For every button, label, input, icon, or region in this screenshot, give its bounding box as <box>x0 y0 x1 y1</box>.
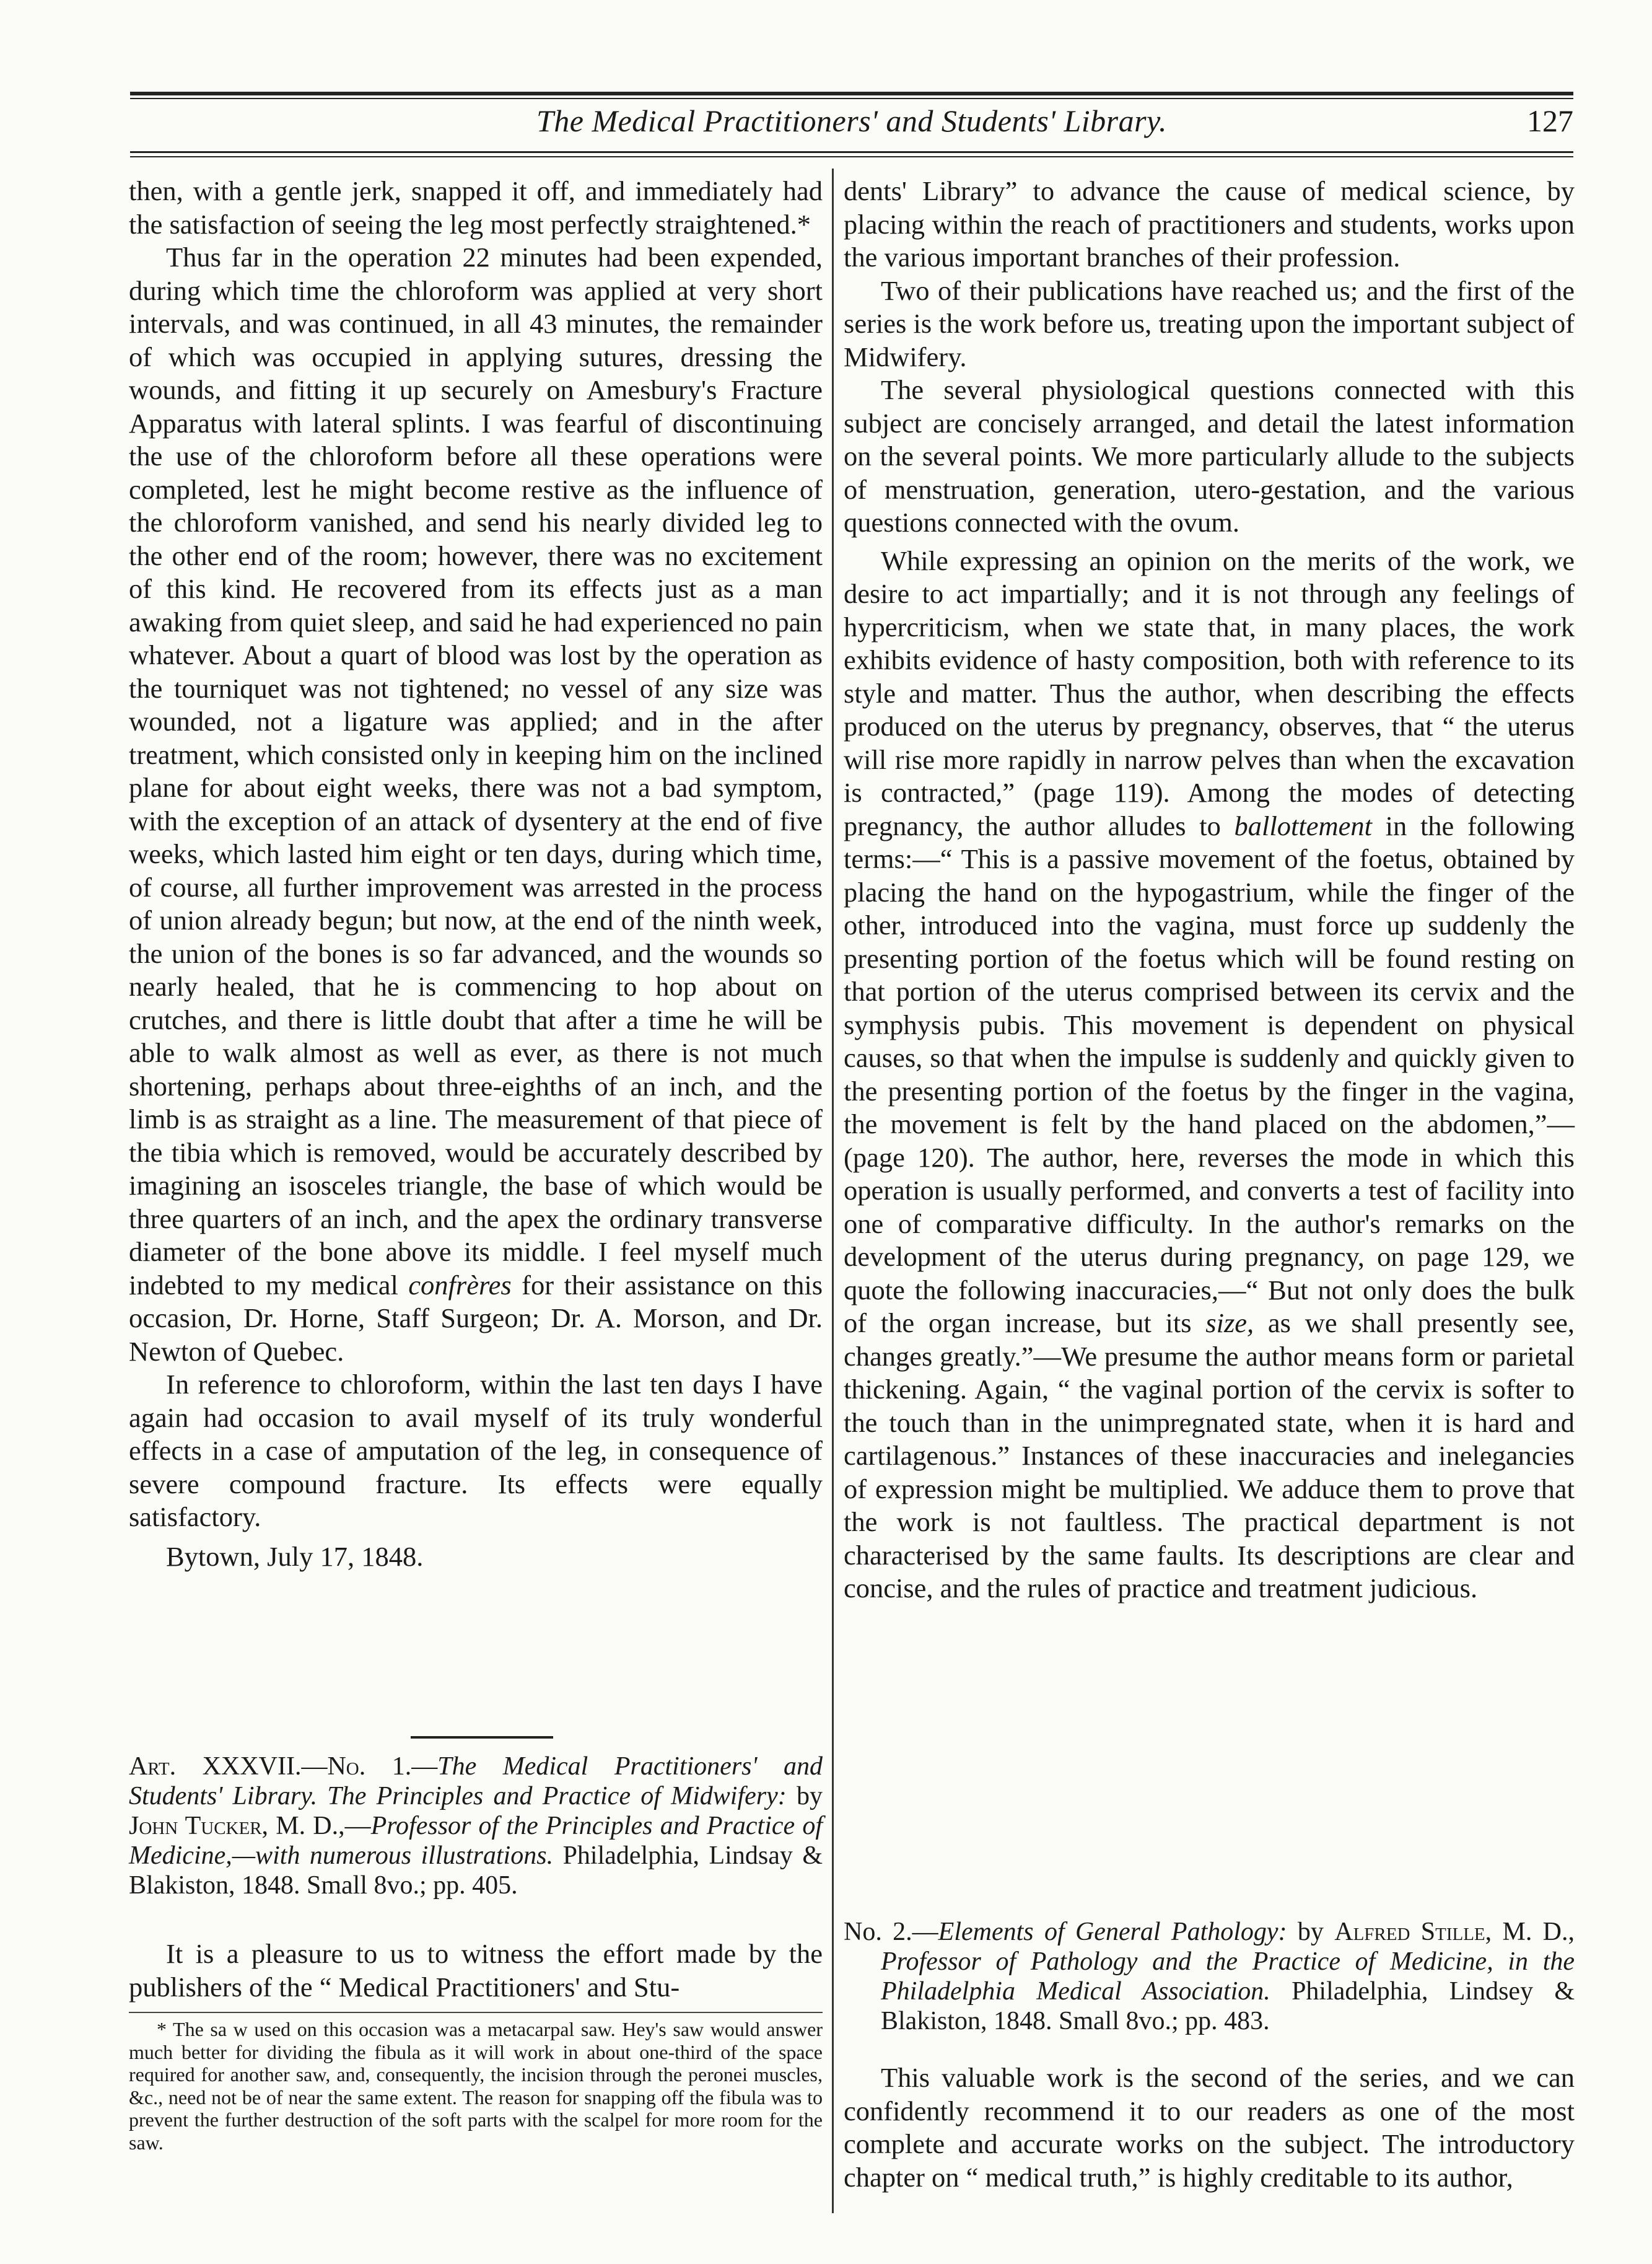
footnote-rule <box>129 2012 823 2013</box>
right-paragraph-4b: in the following terms:—“ This is a passive movement of the foetus, obtained by placing the hand on the hypogastrium, while the finger of the other, introduced into the vagina, must force up suddenly the presenting portion of the foetus which will be found resting on that portion of the uterus comprised between its cervix and the symphysis pubis. This movement is dependent on physical causes, so that when the impulse is suddenly and quickly given to the presenting portion of the foetus by the finger in the vagina, the movement is felt by the hand placed on the abdomen,”—(page 120). The author, here, reverses the mode in which this operation is usually performed, and converts a test of facility into one of comparative difficulty. In the author's remarks on the development of the uterus during pregnancy, on page 129, we quote the following inaccuracies,—“ But not only does the bulk of the organ increase, but its <box>844 810 1575 1338</box>
article-degree: , M. D.,— <box>261 1812 371 1840</box>
article-publisher: Philadelphia, Lindsay & Blakiston, 1848. Small 8vo.; pp. 405. <box>129 1841 823 1900</box>
article-author: John Tucker <box>129 1812 262 1840</box>
right-paragraph-2: Two of their publications have reached us; and the first of the series is the work before us, treating upon the important subject of Midwifery. <box>844 274 1575 372</box>
article-by: by <box>797 1782 823 1810</box>
right-paragraph-4 <box>844 545 1575 1605</box>
no2-degree: , M. D., <box>1485 1918 1575 1946</box>
footnote <box>129 2018 823 2154</box>
header-top-rule <box>130 92 1573 95</box>
left-column <box>129 175 823 2232</box>
no2-author: Alfred Stille <box>1334 1918 1485 1946</box>
running-title: The Medical Practitioners' and Students' Library. <box>536 103 1168 138</box>
header-bottom-rule-thin <box>130 156 1573 157</box>
date-signature: Bytown, July 17, 1848. <box>166 1540 424 1572</box>
left-paragraph-4: It is a pleasure to us to witness the effort made by the publishers of the “ Medical Practitioners' and Stu- <box>129 1938 823 2003</box>
right-paragraph-1: dents' Library” to advance the cause of medical science, by placing within the reach of practitioners and students, works upon the various important branches of their profession. <box>844 175 1575 273</box>
left-paragraph-2-end: for their assistance on this occasion, Dr. Horne, Staff Surgeon; Dr. A. Morson, and Dr. Newton of Quebec. <box>129 1269 823 1367</box>
article-heading <box>129 1752 823 1900</box>
italic-confreres: confrères <box>408 1269 512 1301</box>
article-label: Art. XXXVII.—No. 1.— <box>129 1752 438 1781</box>
page-number: 127 <box>1527 103 1573 138</box>
no2-title: Elements of General Pathology: <box>938 1918 1287 1946</box>
right-paragraph-5: This valuable work is the second of the series, and we can confidently recommend it to our readers as one of the most complete and accurate works on the subject. The introductory chapter on “ medical truth,” is highly creditable to its author, <box>844 2062 1575 2193</box>
no2-label: No. 2.— <box>844 1918 938 1946</box>
no2-role: Professor of Pathology and the Practice of Medicine, in the Philadelphia Medical Association. <box>881 1947 1575 2006</box>
article-title: The Medical Practitioners' and Students' Library. The Principles and Practice of Midwifery: <box>129 1752 823 1810</box>
article-role: Professor of the Principles and Practice of Medicine,—with numerous illustrations. <box>129 1812 823 1870</box>
review-no2-heading <box>844 1917 1575 2036</box>
footnote-text: * The sa w used on this occasion was a metacarpal saw. Hey's saw would answer much better for dividing the fibula as it will work in about one-third of the space required for another saw, and, consequently, the incision through the peronei muscles, &c., need not be of near the same extent. The reason for snapping off the fibula was to prevent the further destruction of the soft parts with the scalpel for more room for the saw. <box>129 2018 823 2154</box>
column-divider <box>832 169 834 2213</box>
right-paragraph-3: The several physiological questions connected with this subject are concisely arranged, and detail the latest information on the several points. We more particularly allude to the subjects of menstruation, generation, utero-gestation, and the various questions connected with the ovum. <box>844 374 1575 538</box>
left-paragraph-2 <box>129 241 823 1368</box>
right-paragraph-4c: as we shall presently see, changes greatly.”—We presume the author means form or parietal thickening. Again, “ the vaginal portion of the cervix is softer to the touch than in the unimpregnated state, when it is hard and cartilagenous.” Instances of these inaccuracies and inelegancies of expression might be multiplied. We adduce them to prove that the work is not faultless. The practical department is not characterised by the same faults. Its descriptions are clear and concise, and the rules of practice and treatment judicious. <box>844 1307 1575 1604</box>
right-paragraph-4a: While expressing an opinion on the merits of the work, we desire to act impartially; and it is not through any feelings of hypercriticism, when we state that, in many places, the work exhibits evidence of hasty composition, both with reference to its style and matter. Thus the author, when describing the effects produced on the uterus by pregnancy, observes, that “ the uterus will rise more rapidly in narrow pelves than when the excavation is contracted,” (page 119). Among the modes of detecting pregnancy, the author alludes to <box>844 545 1575 841</box>
section-rule <box>411 1736 553 1739</box>
left-paragraph-1: then, with a gentle jerk, snapped it off, and immediately had the satisfaction of seeing the leg most perfectly straightened.* <box>129 175 823 240</box>
left-paragraph-3: In reference to chloroform, within the last ten days I have again had occasion to avail myself of its truly wonderful effects in a case of amputation of the leg, in consequence of severe compound fracture. Its effects were equally satisfactory. <box>129 1369 823 1532</box>
no2-publisher: Philadelphia, Lindsey & Blakiston, 1848. Small 8vo.; pp. 483. <box>881 1977 1575 2035</box>
page-header <box>130 103 1573 146</box>
right-column <box>844 175 1575 2232</box>
left-paragraph-2-text: Thus far in the operation 22 minutes had been expended, during which time the chloroform was applied at very short intervals, and was continued, in all 43 minutes, the remainder of which was occupied in applying sutures, dressing the wounds, and fitting it up securely on Amesbury's Fracture Apparatus with lateral splints. I was fearful of discontinuing the use of the chloroform before all these operations were completed, lest he might become restive as the influence of the chloroform vanished, and send his nearly divided leg to the other end of the room; however, there was no excitement of this kind. He recovered from its effects just as a man awaking from quiet sleep, and said he had experienced no pain whatever. About a quart of blood was lost by the operation as the tourniquet was not tightened; no vessel of any size was wounded, not a ligature was applied; and in the after treatment, which consisted only in keeping him on the inclined plane for about eight weeks, there was not a bad symptom, with the exception of an attack of dysentery at the end of five weeks, which lasted him eight or ten days, during which time, of course, all further improvement was arrested in the process of union already begun; but now, at the end of the ninth week, the union of the bones is so far advanced, and the wounds so nearly healed, that he is commencing to hop about on crutches, and there is little doubt that after a time he will be able to walk almost as well as ever, as there is not much shortening, perhaps about three-eighths of an inch, and the limb is as straight as a line. The measurement of that piece of the tibia which is removed, would be accurately described by imagining an isosceles triangle, the base of which would be three quarters of an inch, and the apex the ordinary transverse diameter of the bone above its middle. I feel myself much indebted to my medical <box>129 242 823 1301</box>
italic-size: size, <box>1205 1307 1254 1338</box>
header-top-rule-thin <box>130 98 1573 99</box>
italic-ballottement: ballottement <box>1234 810 1373 841</box>
no2-by: by <box>1297 1918 1324 1946</box>
header-bottom-rule <box>130 151 1573 153</box>
